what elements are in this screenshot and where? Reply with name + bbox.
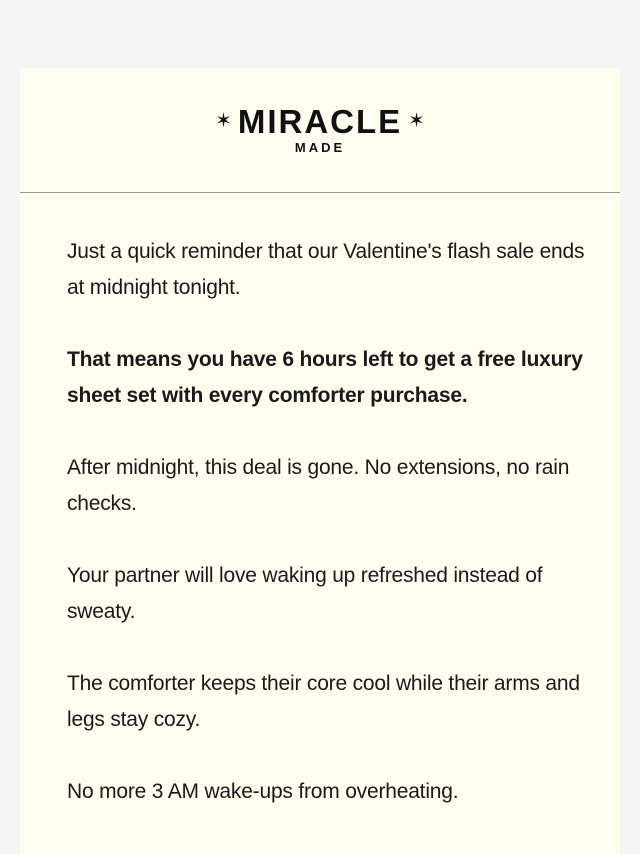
brand-logo[interactable] — [20, 104, 620, 156]
email-body — [67, 234, 587, 846]
body-paragraph-highlight: That means you have 6 hours left to get a free luxury sheet set with every comforter purchase. — [67, 348, 583, 407]
email-header — [20, 68, 620, 193]
body-paragraph: No more 3 AM wake-ups from overheating. — [67, 780, 459, 803]
star-icon: ✶ — [408, 110, 425, 132]
brand-logo-row — [20, 104, 620, 140]
brand-name: MIRACLE — [237, 103, 403, 140]
body-paragraph: After midnight, this deal is gone. No extensions, no rain checks. — [67, 456, 570, 515]
body-paragraph: The comforter keeps their core cool while their arms and legs stay cozy. — [67, 672, 580, 731]
email-card — [20, 68, 620, 854]
brand-subtitle: MADE — [294, 140, 346, 155]
body-paragraph: Your partner will love waking up refreshed instead of sweaty. — [67, 564, 543, 623]
body-paragraph: Just a quick reminder that our Valentine's flash sale ends at midnight tonight. — [67, 240, 585, 299]
star-icon: ✶ — [215, 110, 232, 132]
